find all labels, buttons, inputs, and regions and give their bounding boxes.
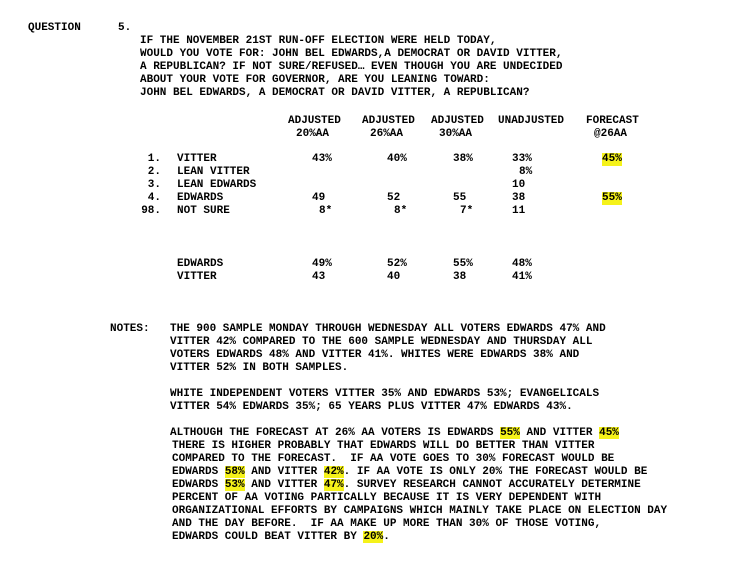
- cell-adjusted-30: 7*: [460, 205, 474, 217]
- summary-adjusted-26: 52%: [387, 258, 407, 270]
- column-subheader: 20%AA: [296, 128, 330, 140]
- highlight-value: 55%: [500, 427, 520, 439]
- highlight-value: 20%: [363, 531, 384, 543]
- row-label: VITTER: [177, 153, 217, 165]
- cell-forecast: 45%: [602, 153, 622, 165]
- notes-line: [170, 427, 619, 440]
- cell-unadjusted: 11: [512, 205, 526, 217]
- column-header: ADJUSTED: [431, 115, 484, 127]
- notes-text: AND VITTER: [244, 466, 324, 478]
- highlight-value: 58%: [224, 466, 245, 478]
- cell-adjusted-20: 49: [312, 192, 326, 204]
- notes-line: [172, 531, 390, 544]
- notes-text: EDWARDS COULD BEAT VITTER BY: [172, 531, 364, 543]
- notes-line: ORGANIZATIONAL EFFORTS BY CAMPAIGNS WHICH MAINLY TAKE PLACE ON ELECTION DAY: [172, 505, 668, 517]
- notes-line: [172, 479, 641, 492]
- summary-label: VITTER: [177, 271, 217, 283]
- highlight-value: 53%: [224, 479, 245, 491]
- summary-adjusted-30: 55%: [453, 258, 473, 270]
- notes-line: THE 900 SAMPLE MONDAY THROUGH WEDNESDAY ALL VOTERS EDWARDS 47% AND: [170, 323, 606, 335]
- notes-text: ALTHOUGH THE FORECAST AT 26% AA VOTERS IS EDWARDS: [170, 427, 501, 439]
- row-number: 2.: [147, 166, 161, 178]
- column-header: FORECAST: [586, 115, 639, 127]
- cell-adjusted-20: 8*: [319, 205, 333, 217]
- cell-adjusted-26: 40%: [387, 153, 407, 165]
- row-label: LEAN EDWARDS: [177, 179, 257, 191]
- notes-line: VITTER 52% IN BOTH SAMPLES.: [170, 362, 349, 374]
- row-label: EDWARDS: [177, 192, 224, 204]
- summary-unadjusted: 48%: [512, 258, 532, 270]
- row-number: 4.: [147, 192, 161, 204]
- row-label: LEAN VITTER: [177, 166, 250, 178]
- question-line: ABOUT YOUR VOTE FOR GOVERNOR, ARE YOU LEANING TOWARD:: [140, 74, 490, 86]
- notes-label: NOTES:: [110, 323, 150, 335]
- cell-forecast: 55%: [602, 192, 622, 204]
- highlight-value: 47%: [323, 479, 344, 491]
- notes-line: AND THE DAY BEFORE. IF AA MAKE UP MORE THAN 30% OF THOSE VOTING,: [172, 518, 602, 530]
- notes-text: AND VITTER: [244, 479, 324, 491]
- summary-adjusted-26: 40: [387, 271, 401, 283]
- notes-text: . SURVEY RESEARCH CANNOT ACCURATELY DETERMINE: [343, 479, 641, 491]
- notes-text: EDWARDS: [172, 466, 225, 478]
- cell-adjusted-20: 43%: [312, 153, 332, 165]
- question-line: WOULD YOU VOTE FOR: JOHN BEL EDWARDS,A DEMOCRAT OR DAVID VITTER,: [140, 48, 563, 60]
- notes-text: EDWARDS: [172, 479, 225, 491]
- notes-line: WHITE INDEPENDENT VOTERS VITTER 35% AND EDWARDS 53%; EVANGELICALS: [170, 388, 600, 400]
- notes-text: . IF AA VOTE IS ONLY 20% THE FORECAST WOULD BE: [343, 466, 648, 478]
- row-number: 98.: [141, 205, 161, 217]
- cell-unadjusted: 10: [512, 179, 526, 191]
- cell-unadjusted: 33%: [512, 153, 532, 165]
- notes-line: [172, 466, 647, 479]
- notes-line: VOTERS EDWARDS 48% AND VITTER 41%. WHITES WERE EDWARDS 38% AND: [170, 349, 580, 361]
- question-label: QUESTION: [28, 22, 81, 34]
- question-line: IF THE NOVEMBER 21ST RUN-OFF ELECTION WERE HELD TODAY,: [140, 35, 497, 47]
- summary-unadjusted: 41%: [512, 271, 532, 283]
- column-header: ADJUSTED: [362, 115, 415, 127]
- question-line: A REPUBLICAN? IF NOT SURE/REFUSED… EVEN THOUGH YOU ARE UNDECIDED: [140, 61, 563, 73]
- cell-unadjusted: 38: [512, 192, 526, 204]
- column-header: ADJUSTED: [288, 115, 341, 127]
- row-number: 3.: [147, 179, 161, 191]
- column-header: UNADJUSTED: [498, 115, 565, 127]
- highlight-value: 45%: [599, 427, 619, 439]
- cell-adjusted-30: 55: [453, 192, 467, 204]
- cell-adjusted-30: 38%: [453, 153, 473, 165]
- summary-adjusted-30: 38: [453, 271, 467, 283]
- cell-adjusted-26: 8*: [394, 205, 408, 217]
- notes-text: .: [383, 531, 390, 543]
- notes-line: VITTER 42% COMPARED TO THE 600 SAMPLE WEDNESDAY AND THURSDAY ALL: [170, 336, 593, 348]
- cell-adjusted-26: 52: [387, 192, 401, 204]
- notes-line: VITTER 54% EDWARDS 35%; 65 YEARS PLUS VITTER 47% EDWARDS 43%.: [170, 401, 573, 413]
- row-number: 1.: [147, 153, 161, 165]
- summary-adjusted-20: 43: [312, 271, 326, 283]
- cell-unadjusted: 8%: [519, 166, 533, 178]
- question-number: 5.: [118, 22, 132, 34]
- notes-line: COMPARED TO THE FORECAST. IF AA VOTE GOES TO 30% FORECAST WOULD BE: [172, 453, 615, 465]
- column-subheader: @26AA: [594, 128, 628, 140]
- summary-adjusted-20: 49%: [312, 258, 332, 270]
- notes-line: THERE IS HIGHER PROBABLY THAT EDWARDS WILL DO BETTER THAN VITTER: [172, 440, 595, 452]
- notes-text: AND VITTER: [519, 427, 600, 439]
- column-subheader: 30%AA: [439, 128, 473, 140]
- question-line: JOHN BEL EDWARDS, A DEMOCRAT OR DAVID VITTER, A REPUBLICAN?: [140, 87, 530, 99]
- column-subheader: 26%AA: [370, 128, 404, 140]
- row-label: NOT SURE: [177, 205, 230, 217]
- summary-label: EDWARDS: [177, 258, 224, 270]
- notes-line: PERCENT OF AA VOTING PARTICALLY BECAUSE IT IS VERY DEPENDENT WITH: [172, 492, 602, 504]
- highlight-value: 42%: [323, 466, 344, 478]
